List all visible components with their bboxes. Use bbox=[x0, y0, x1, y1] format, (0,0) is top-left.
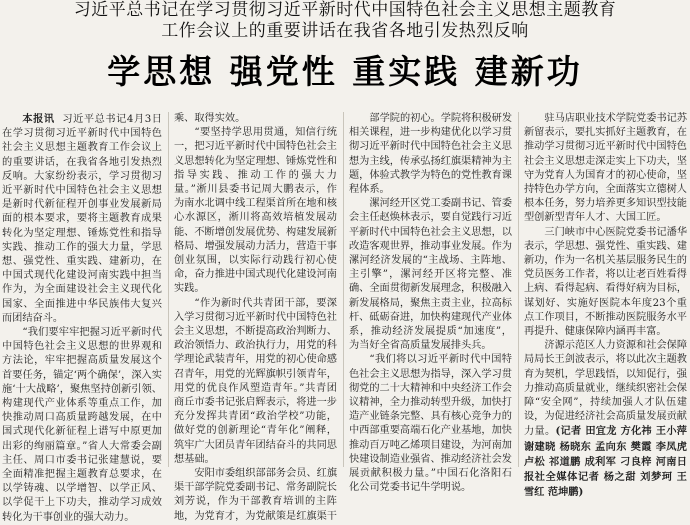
article-headline: 学思想 强党性 重实践 建新功 bbox=[107, 52, 583, 91]
paragraph: 安阳市委组织部部务会员、红旗渠干部学院党委副书记、常务副院长刘芳说，作为干部教育培训的主阵地，为党育才，为党献策是红旗渠干 bbox=[174, 468, 338, 522]
reporter-credit: (记者 田宜龙 方化祎 王小萍 谢建晓 杨晓东 孟向东 樊霞 李凤虎 卢松 祁道鹏 成利军 刁良梓 河南日报社全媒体记者 杨之甜 刘梦珂 王雪红 范坤鹏) bbox=[524, 425, 687, 499]
paragraph: “作为新时代共青团干部，要深入学习贯彻习近平新时代中国特色社会主义思想，不断提高政治判断力、政治领悟力、政治执行力，用党的科学理论武装青年，用党的初心使命感召青年，用党的光辉旗帜引领青年，用党的优良作风塑造青年。”共青团商丘市委书记张启辉表示，将进一步充分发挥共青团“政治学校”功能，做好党的创新理论“青年化”阐释，筑牢广大团员青年团结奋斗的共同思想基础。 bbox=[174, 297, 337, 465]
paragraph: “我们将以习近平新时代中国特色社会主义思想为指导，深入学习贯彻党的二十大精神和中央经济工作会议精神，全力推动转型升级，加快打造产业链条完整、具有核心竞争力的中西部重要高端石化产业基地，加快推动百万吨乙烯项目建设，为河南加快建设制造业强省、推动经济社会发展贡献积极力量。”中国石化洛阳石化公司党委书记牛学明说。 bbox=[349, 354, 512, 494]
paragraph: 漯河经开区党工委副书记、管委会主任赵焕林表示，要自觉践行习近平新时代中国特色社会主义思想，以改造客观世界，推动事业发展。作为漯河经济发展的“主战场、主阵地、主引擎”，漯河经开区将完整、准确、全面贯彻新发展理念，积极融入新发展格局，聚焦主责主业，拉高标杆、砥砺奋进，加快构建现代产业体系，推动经济发展提质“加速度”，为当好全省高质量发展排头兵。 bbox=[349, 198, 513, 352]
paragraph: “要坚持学思用贯通，知信行统一，把习近平新时代中国特色社会主义思想转化为坚定理想、锤炼党性和指导实践、推动工作的强大力量。”淅川县委书记周大鹏表示，作为南水北调中线工程渠首所在地和核心水源区，淅川将高效培植发展动能、不断增创发展优势、构建发展新格局、增强发展动力活力，营造干事创业氛围，以实际行动践行初心使命，奋力推进中国式现代化建设河南实践。 bbox=[174, 127, 337, 295]
paragraph: 济源示范区人力资源和社会保障局局长王剑波表示，将以此次主题教育为契机，学思践悟，以知促行，强力推动高质量就业，继续织密社会保障“安全网”，持续加强人才队伍建设，为促进经济社会高质量发展贡献力量。 bbox=[524, 340, 688, 438]
article-column-1 bbox=[2, 112, 162, 523]
paragraph: 部学院的初心。学院将积极研发相关课程，进一步构建优化以学习贯彻习近平新时代中国特色社会主义思想为主线，传承弘扬红旗渠精神为主题，体验式教学为特色的党性教育课程体系。 bbox=[349, 113, 513, 196]
column-divider bbox=[343, 112, 344, 467]
paragraph: 乘、取得实效。 bbox=[174, 113, 246, 124]
article-subtitle bbox=[0, 0, 690, 42]
column-divider bbox=[168, 112, 169, 467]
paragraph: 驻马店职业技术学院党委书记苏新留表示，要扎实抓好主题教育，在推动学习贯彻习近平新时代中国特色社会主义思想走深走实上下功夫，坚守为党育人为国育才的初心使命，坚持特色办学方向，全面落实立德树人根本任务，努力培养更多知识型技能型创新型青年人才、大国工匠。 bbox=[524, 113, 688, 224]
paragraph: “我们要牢牢把握习近平新时代中国特色社会主义思想的世界观和方法论，牢牢把握高质量发展这个首要任务，锚定‘两个确保’，深入实施‘十大战略’，聚焦坚持创新引领、构建现代产业体系等重点工作，加快推动周口高质量跨越发展，在中国式现代化新征程上谱写中原更加出彩的绚丽篇章。”省人大常委会副主任、周口市委书记张建慧说，要全面精准把握主题教育总要求，在以学铸魂、以学增智、以学正风、以学促干上下功夫，推动学习成效转化为干事创业的强大动力。 bbox=[2, 327, 162, 523]
article-column-2 bbox=[174, 112, 338, 522]
paragraph: 习近平总书记4月3日在学习贯彻习近平新时代中国特色社会主义思想主题教育工作会议上的重要讲话，在我省各地引发热烈反响。大家纷纷表示，学习贯彻习近平新时代中国特色社会主义思想是新时代新征程开创事业发展新局面的根本要求，要将主题教育成果转化为坚定理想、锤炼党性和指导实践、推动工作的强大力量，学思想、强党性、重实践、建新功，在中国式现代化建设河南实践中担当作为，为全面建设社会主义现代化国家、全面推进中华民族伟大复兴而团结奋斗。 bbox=[2, 114, 162, 324]
article-column-4 bbox=[524, 112, 688, 499]
subtitle-line-2: 工作会议上的重要讲话在我省各地引发热烈反响 bbox=[161, 21, 529, 41]
column-divider bbox=[518, 112, 519, 467]
article-body bbox=[2, 112, 690, 523]
byline: 本报讯 bbox=[22, 113, 55, 125]
article-column-3 bbox=[349, 112, 513, 494]
subtitle-line-1: 习近平总书记在学习贯彻习近平新时代中国特色社会主义思想主题教育 bbox=[73, 0, 617, 20]
paragraph: 三门峡市中心医院党委书记潘华表示，学思想、强党性、重实践、建新功，作为一名机关基层服务民生的党员医务工作者，将以让老百姓看得上病、看得起病、看得好病为目标，谋划好、实施好医院本年度23个重点工作项目，不断推动医院服务水平再提升、健康保障内涵再丰富。 bbox=[524, 226, 688, 338]
